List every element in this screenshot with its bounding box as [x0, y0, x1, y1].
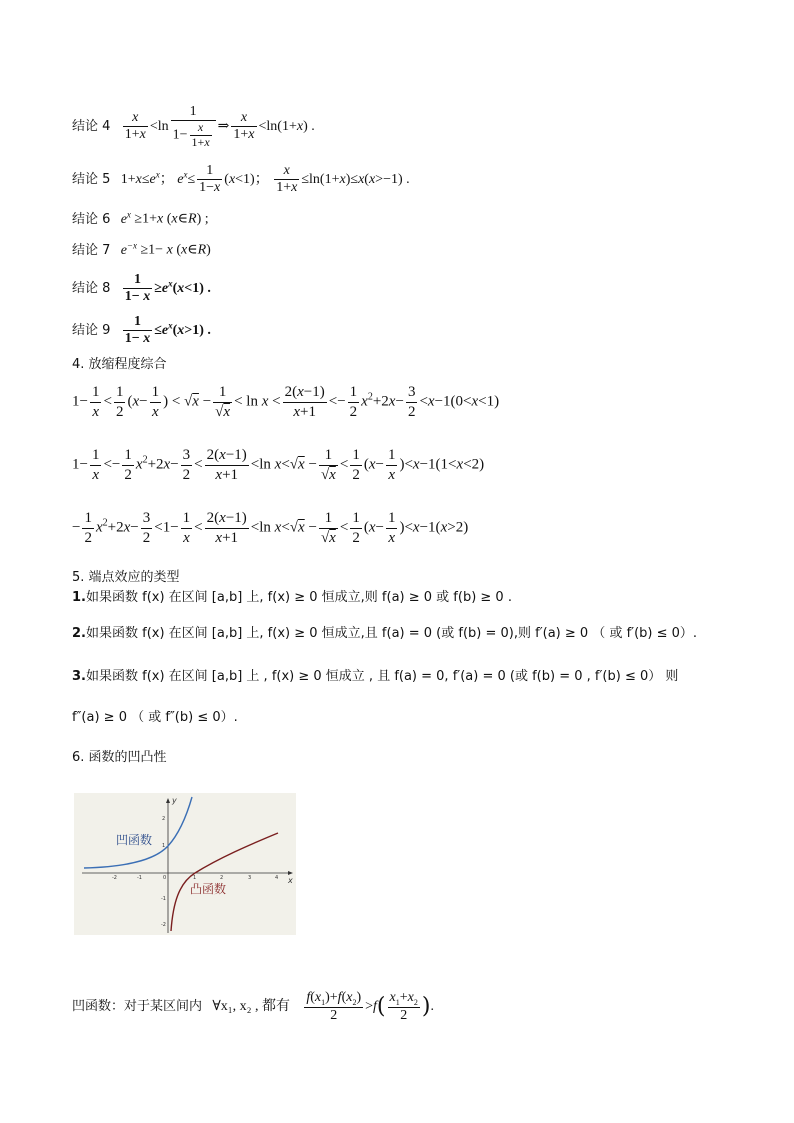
conclusion-6 [72, 210, 209, 227]
x-axis-arrow [288, 871, 293, 875]
conclusion-8 [72, 272, 211, 305]
endpoint-item-3-continued: f″(a) ≥ 0 （ 或 f″(b) ≤ 0）. [72, 710, 238, 725]
chain-inequality-2: 1− $\frac{1}{x}$ <− $\frac{1}{2}$ $x^2+2x-$ $\frac{3}{2}$ < $\frac{2(x-1)}{x+1}$ <ln x<√x − $\frac{1}{√x}$ < $\frac{1}{2}$ (x− $\frac{1}{x}$ )<x−1(1<x<2) [72, 447, 485, 483]
conclusion-4 [72, 104, 315, 150]
conclusion-7 [72, 241, 211, 258]
y-tick: 1 [162, 843, 166, 849]
chain-inequality-3: − $\frac{1}{2}$ $x^2+2x-$ $\frac{3}{2}$ <1− $\frac{1}{x}$ < $\frac{2(x-1)}{x+1}$ <ln x<√x − $\frac{1}{√x}$ < $\frac{1}{2}$ (x− $\frac{1}{x}$ )<x−1(x>2) [72, 510, 469, 546]
endpoint-item-3: 3.如果函数 f(x) 在区间 [a,b] 上 , f(x) ≥ 0 恒成立 , 且 f(a) = 0, f′(a) = 0 (或 f(b) = 0 , f′(b) ≤ 0） 则 [72, 669, 679, 684]
conclusion-8-formula: $\frac{1}{1- x}$ $\ge e^x(x<1)$ . [124, 272, 211, 305]
conclusion-9-label: 结论 9 [72, 322, 111, 338]
y-axis-arrow [166, 798, 170, 803]
y-tick: -2 [161, 922, 166, 928]
conclusion-9-formula: $\frac{1}{1- x}$ $\le e^x(x>1)$ . [124, 314, 211, 347]
conclusion-7-label: 结论 7 [72, 242, 111, 258]
x-tick: 3 [248, 875, 252, 881]
conclusion-8-label: 结论 8 [72, 280, 111, 296]
x-tick: 0 [163, 875, 167, 881]
section-6-heading: 6. 函数的凹凸性 [72, 750, 167, 765]
definition-forall: ∀x₁, x₂ , 都有 [212, 999, 291, 1015]
endpoint-item-1: 1.如果函数 f(x) 在区间 [a,b] 上, f(x) ≥ 0 恒成立,则 f(a) ≥ 0 或 f(b) ≥ 0 . [72, 590, 512, 605]
section-5-heading: 5. 端点效应的类型 [72, 570, 180, 585]
conclusion-5 [72, 163, 410, 196]
x-tick: 1 [193, 875, 197, 881]
y-tick: -1 [161, 896, 166, 902]
conclusion-6-label: 结论 6 [72, 211, 111, 227]
conclusion-5-formula: $1+x\le e^x$； $e^x\le$ $\frac{1}{1-x}$ (x<1)； $\frac{x}{1+x}$ ≤ln(1+x)≤x(x>−1) . [120, 163, 410, 196]
convexity-figure [74, 793, 296, 935]
conclusion-6-formula: $e^x \ge 1+x$ (x∈R) ; [120, 209, 209, 227]
endpoint-item-2-text: 如果函数 f(x) 在区间 [a,b] 上, f(x) ≥ 0 恒成立,且 f(a) = 0 (或 f(b) = 0),则 f′(a) ≥ 0 （ 或 f′(b) ≤ 0）. [85, 626, 698, 641]
x-tick: -2 [112, 875, 117, 881]
y-tick: 2 [162, 816, 166, 822]
definition-formula: $\frac{f(x_1)+f(x_2)}{2}$ >f( $\frac{x_1+x_2}{2}$ ). [306, 990, 434, 1023]
convex-label: 凸函数 [190, 882, 227, 896]
concave-label: 凹函数 [116, 833, 153, 847]
section-4-heading: 4. 放缩程度综合 [72, 357, 167, 372]
conclusion-4-label: 结论 4 [72, 119, 111, 135]
y-axis-label: y [172, 796, 177, 805]
convexity-graph [74, 793, 296, 935]
separator: ； [254, 171, 269, 187]
x-tick: 2 [220, 875, 224, 881]
conclusion-4-formula: $\frac{x}{1+x}$ <ln 1 1− $\frac{x}{1+x}$ ⇒ $\frac{x}{1+x}$ <ln(1+x) . [124, 104, 315, 149]
conclusion-9 [72, 314, 211, 347]
conclusion-5-label: 结论 5 [72, 171, 111, 187]
x-axis-label: x [288, 876, 293, 885]
x-tick: 4 [275, 875, 279, 881]
x-tick: -1 [137, 875, 142, 881]
conclusion-7-formula: $e^{-x} \ge 1- x$ (x∈R) [120, 240, 211, 258]
chain-inequality-1: 1− $\frac{1}{x}$ < $\frac{1}{2}$ (x− $\frac{1}{x}$ ) < √x − $\frac{1}{√x}$ < ln x < $\frac{2(x-1)}{x+1}$ <− $\frac{1}{2}$ $x^2+2x-$ $\frac{3}{2}$ <x−1(0<x<1) [72, 384, 500, 420]
definition-lead: 凹函数：对于某区间内 [72, 999, 203, 1015]
endpoint-item-3-text: 如果函数 f(x) 在区间 [a,b] 上 , f(x) ≥ 0 恒成立 , 且 f(a) = 0, f′(a) = 0 (或 f(b) = 0 , f′(b) ≤ 0） 则 [85, 669, 679, 684]
separator: ； [159, 171, 174, 187]
endpoint-item-2: 2.如果函数 f(x) 在区间 [a,b] 上, f(x) ≥ 0 恒成立,且 f(a) = 0 (或 f(b) = 0),则 f′(a) ≥ 0 （ 或 f′(b) ≤ 0）. [72, 626, 698, 641]
concave-definition [72, 990, 434, 1024]
endpoint-item-1-text: 如果函数 f(x) 在区间 [a,b] 上, f(x) ≥ 0 恒成立,则 f(a) ≥ 0 或 f(b) ≥ 0 . [85, 590, 512, 605]
